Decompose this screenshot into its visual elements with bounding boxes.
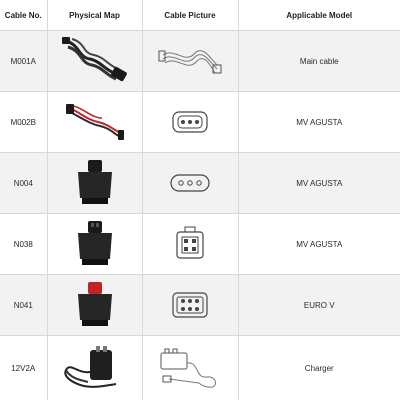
3-pin-round-connector-drawing-icon (168, 170, 212, 196)
main-cable-photo-icon (60, 35, 130, 87)
main-cable-drawing-icon (155, 41, 225, 81)
table-row (0, 336, 400, 400)
model-cell: MV AGUSTA (238, 153, 400, 214)
header-physical-map: Physical Map (47, 0, 142, 31)
header-cable-no: Cable No. (0, 0, 47, 31)
red-wire-harness-photo-icon (64, 100, 126, 144)
cable-no-cell: N041 (0, 275, 47, 336)
table-row (0, 275, 400, 336)
model-cell: EURO V (238, 275, 400, 336)
header-cable-picture: Cable Picture (142, 0, 238, 31)
obd-adapter-photo-icon (70, 158, 120, 208)
3-pin-connector-drawing-icon (170, 109, 210, 135)
cable-no-cell: N038 (0, 214, 47, 275)
obd-adapter-red-photo-icon (70, 280, 120, 330)
cable-no-cell: 12V2A (0, 336, 47, 400)
6-pin-connector-drawing-icon (170, 290, 210, 320)
cable-no-cell: N004 (0, 153, 47, 214)
cable-no-cell: M002B (0, 92, 47, 153)
table-row (0, 214, 400, 275)
header-row (0, 0, 400, 31)
model-cell: Main cable (238, 31, 400, 92)
charger-drawing-icon (155, 343, 225, 393)
model-cell: MV AGUSTA (238, 92, 400, 153)
charger-photo-icon (60, 342, 130, 394)
model-cell: Charger (238, 336, 400, 400)
table-row (0, 31, 400, 92)
header-applicable-model: Applicable Model (238, 0, 400, 31)
4-pin-square-connector-drawing-icon (173, 225, 207, 263)
model-cell: MV AGUSTA (238, 214, 400, 275)
cable-no-cell: M001A (0, 31, 47, 92)
table-row (0, 153, 400, 214)
obd-adapter-photo-icon (70, 219, 120, 269)
table-row (0, 92, 400, 153)
